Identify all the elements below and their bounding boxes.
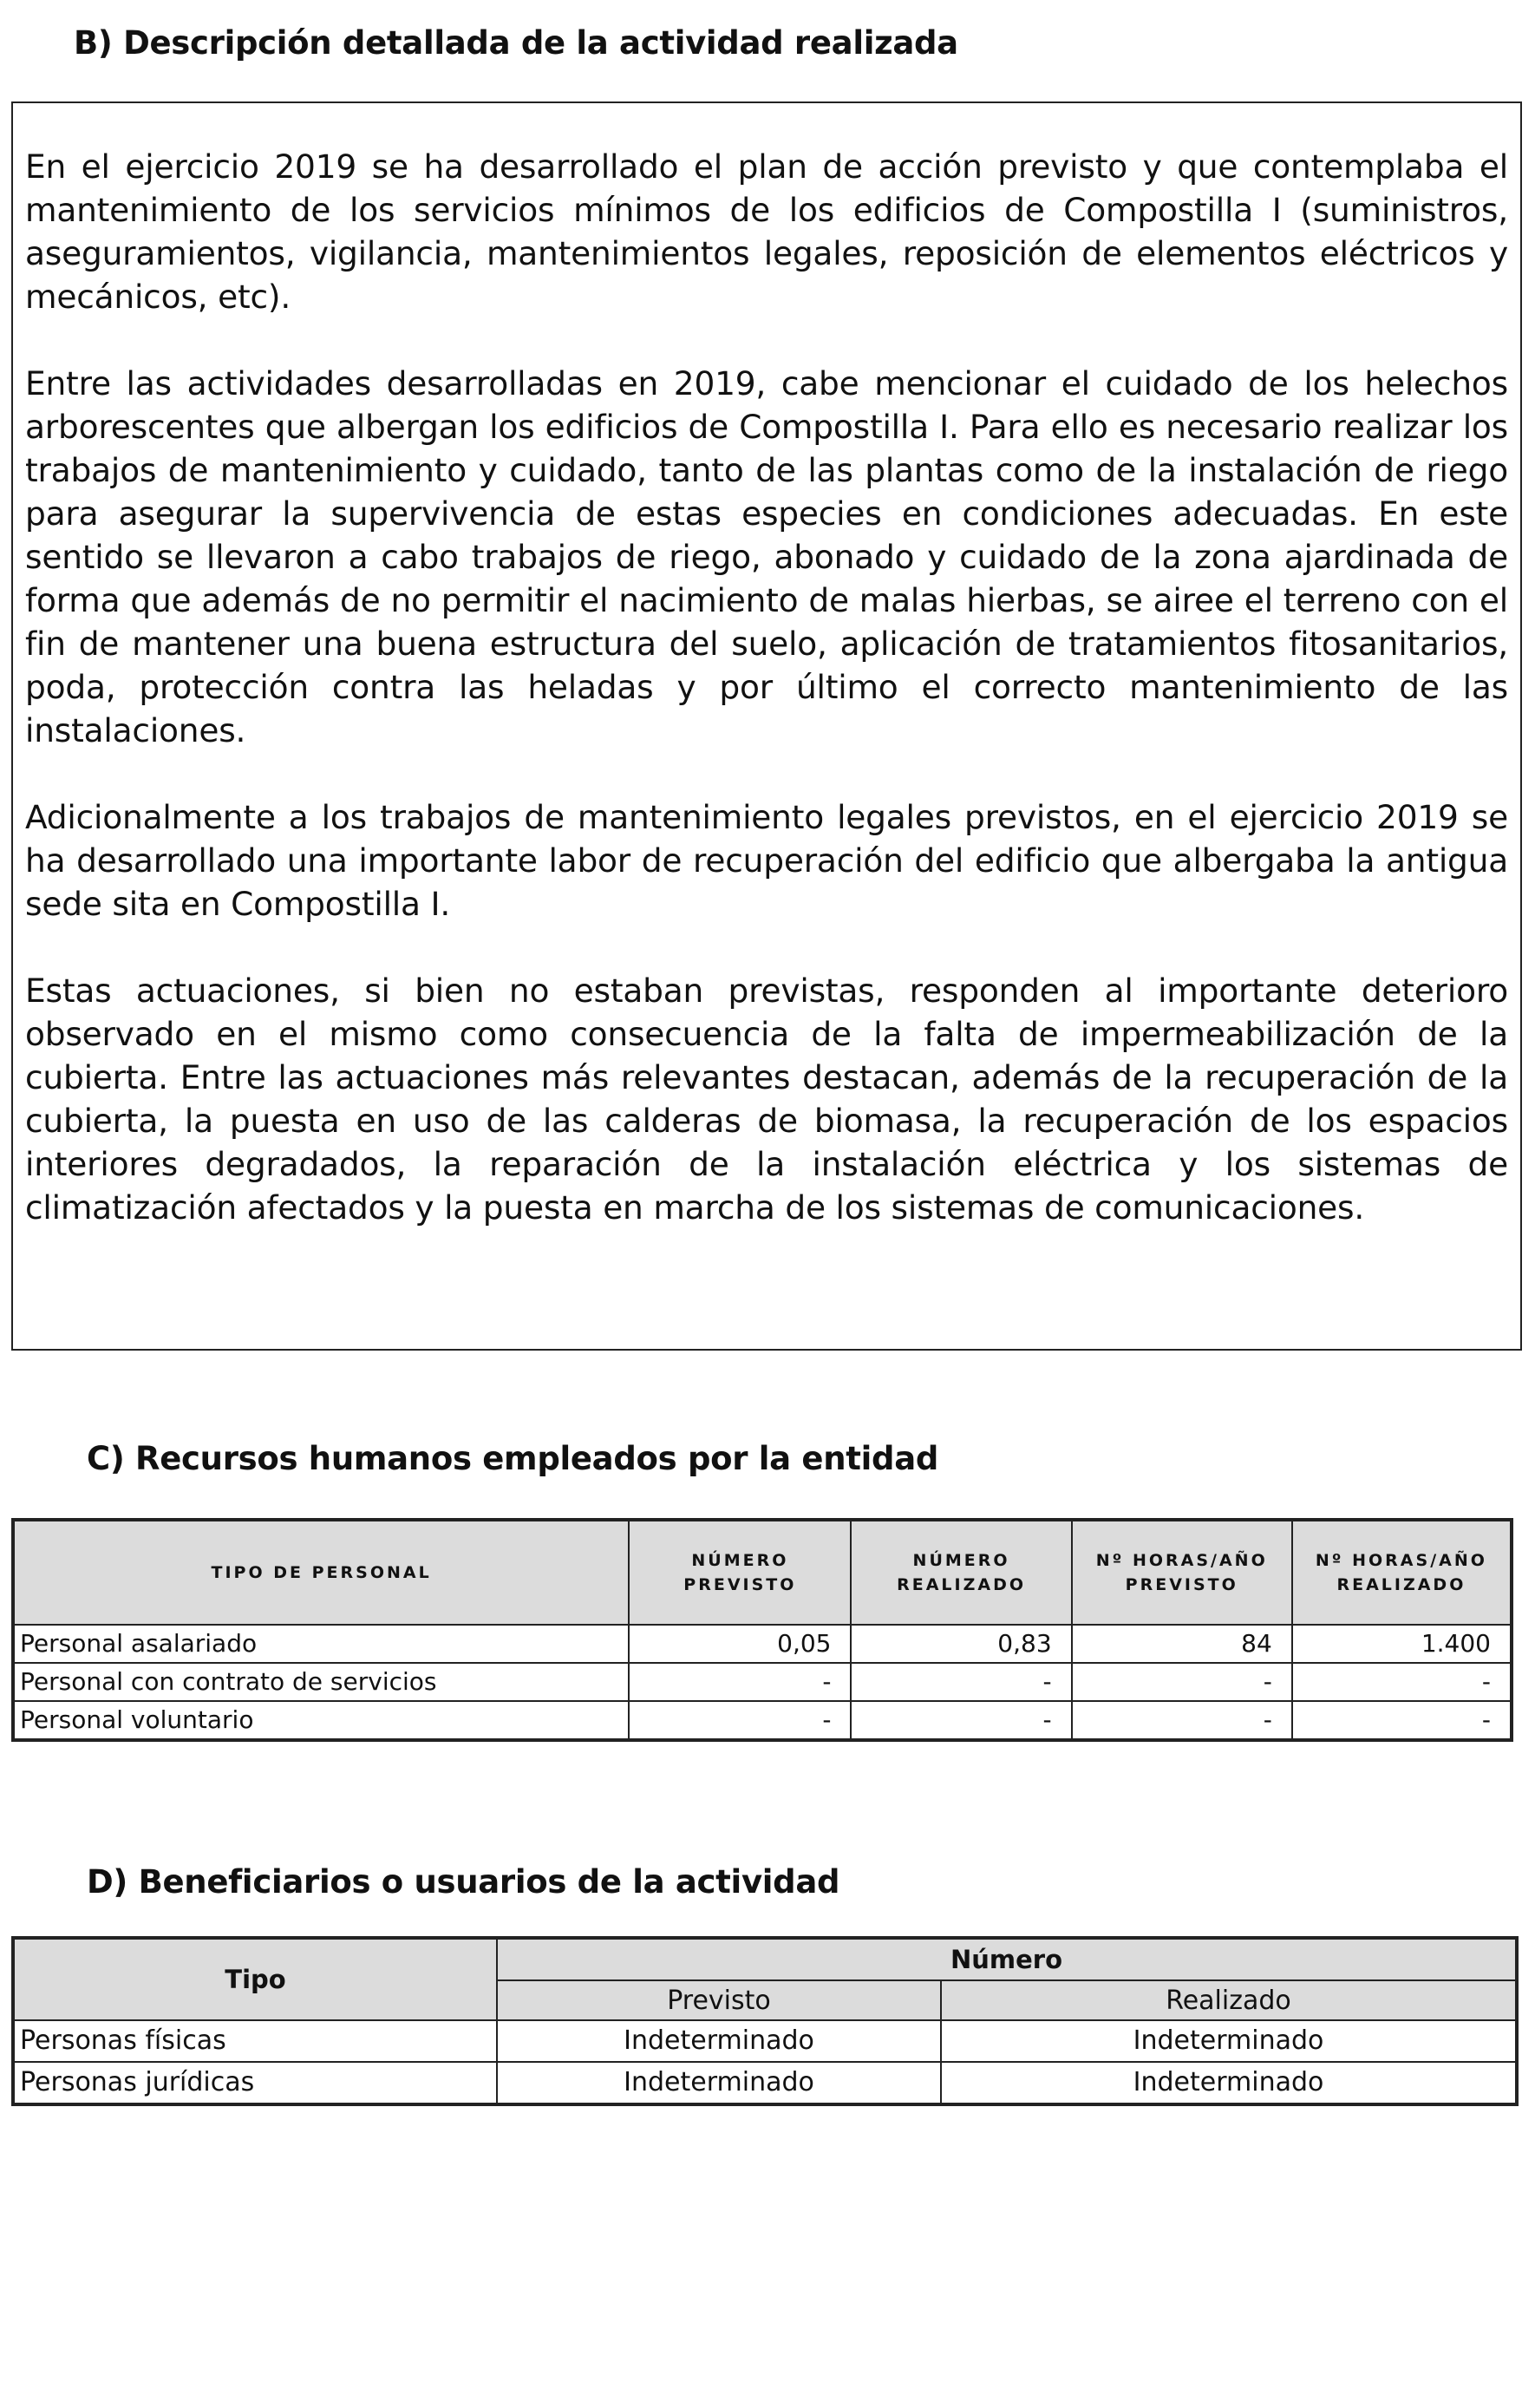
cell-tipo: Personas jurídicas [13, 2062, 497, 2104]
cell-tipo: Personal con contrato de servicios [13, 1663, 629, 1701]
description-paragraph: Entre las actividades desarrolladas en 2019, cabe mencionar el cuidado de los helechos arborescentes que albergan los edificios de Compostilla I. Para ello es necesario realizar los trabajos de mantenimiento y cuidado, tanto de las plantas como de la instalación de riego para asegurar la supervivencia de estas especies en condiciones adecuadas. En este sentido se llevaron a cabo trabajos de riego, abonado y cuidado de la zona ajardinada de forma que además de no permitir el nacimiento de malas hierbas, se airee el terreno con el fin de mantener una buena estructura del suelo, aplicación de tratamientos fitosanitarios, poda, protección contra las heladas y por último el correcto mantenimiento de las instalaciones. [25, 364, 1508, 749]
header-previsto: Previsto [497, 1980, 941, 2020]
table-row [13, 1663, 1512, 1701]
cell-horas-previsto: - [1072, 1701, 1292, 1740]
header-realizado: Realizado [941, 1980, 1517, 2020]
header-numero-previsto: NÚMERO PREVISTO [629, 1520, 851, 1625]
cell-tipo: Personal voluntario [13, 1701, 629, 1740]
header-numero: Número [497, 1938, 1517, 1980]
cell-realizado: Indeterminado [941, 2062, 1517, 2104]
header-tipo: Tipo [13, 1938, 497, 2020]
description-paragraph: Estas actuaciones, si bien no estaban previstas, responden al importante deterioro observado en el mismo como consecuencia de la falta de impermeabilización de la cubierta. Entre las actuaciones más relevantes destacan, además de la recuperación de la cubierta, la puesta en uso de las calderas de biomasa, la recuperación de los espacios interiores degradados, la reparación de la instalación eléctrica y los sistemas de climatización afectados y la puesta en marcha de los sistemas de comunicaciones. [25, 972, 1508, 1227]
table-row [13, 2020, 1517, 2062]
header-horas-realizado: Nº HORAS/AÑO REALIZADO [1292, 1520, 1512, 1625]
cell-num-previsto: - [629, 1701, 851, 1740]
table-row [13, 1625, 1512, 1663]
cell-tipo: Personas físicas [13, 2020, 497, 2062]
cell-realizado: Indeterminado [941, 2020, 1517, 2062]
cell-horas-previsto: - [1072, 1663, 1292, 1701]
header-numero-realizado: NÚMERO REALIZADO [851, 1520, 1071, 1625]
cell-previsto: Indeterminado [497, 2062, 941, 2104]
header-tipo-personal: TIPO DE PERSONAL [13, 1520, 629, 1625]
beneficiaries-table [11, 1936, 1519, 2106]
cell-num-realizado: - [851, 1701, 1071, 1740]
cell-num-realizado: - [851, 1663, 1071, 1701]
section-c-title: C) Recursos humanos empleados por la entidad [87, 1440, 939, 1477]
cell-num-previsto: - [629, 1663, 851, 1701]
table-row [13, 2062, 1517, 2104]
cell-num-previsto: 0,05 [629, 1625, 851, 1663]
cell-previsto: Indeterminado [497, 2020, 941, 2062]
header-horas-previsto: Nº HORAS/AÑO PREVISTO [1072, 1520, 1292, 1625]
cell-num-realizado: 0,83 [851, 1625, 1071, 1663]
cell-tipo: Personal asalariado [13, 1625, 629, 1663]
table-header-row [13, 1520, 1512, 1625]
human-resources-table [11, 1518, 1513, 1742]
table-header-row [13, 1938, 1517, 1980]
cell-horas-previsto: 84 [1072, 1625, 1292, 1663]
cell-horas-realizado: - [1292, 1701, 1512, 1740]
cell-horas-realizado: - [1292, 1663, 1512, 1701]
activity-description-box [11, 101, 1522, 1351]
description-paragraph: En el ejercicio 2019 se ha desarrollado el plan de acción previsto y que contemplaba el mantenimiento de los servicios mínimos de los edificios de Compostilla I (suministros, aseguramientos, vigilancia, mantenimientos legales, reposición de elementos eléctricos y mecánicos, etc). [25, 147, 1508, 316]
cell-horas-realizado: 1.400 [1292, 1625, 1512, 1663]
description-paragraph: Adicionalmente a los trabajos de mantenimiento legales previstos, en el ejercicio 2019 se ha desarrollado una importante labor de recuperación del edificio que albergaba la antigua sede sita en Compostilla I. [25, 798, 1508, 923]
table-row [13, 1701, 1512, 1740]
section-b-title: B) Descripción detallada de la actividad realizada [74, 24, 958, 62]
section-d-title: D) Beneficiarios o usuarios de la actividad [87, 1863, 840, 1901]
